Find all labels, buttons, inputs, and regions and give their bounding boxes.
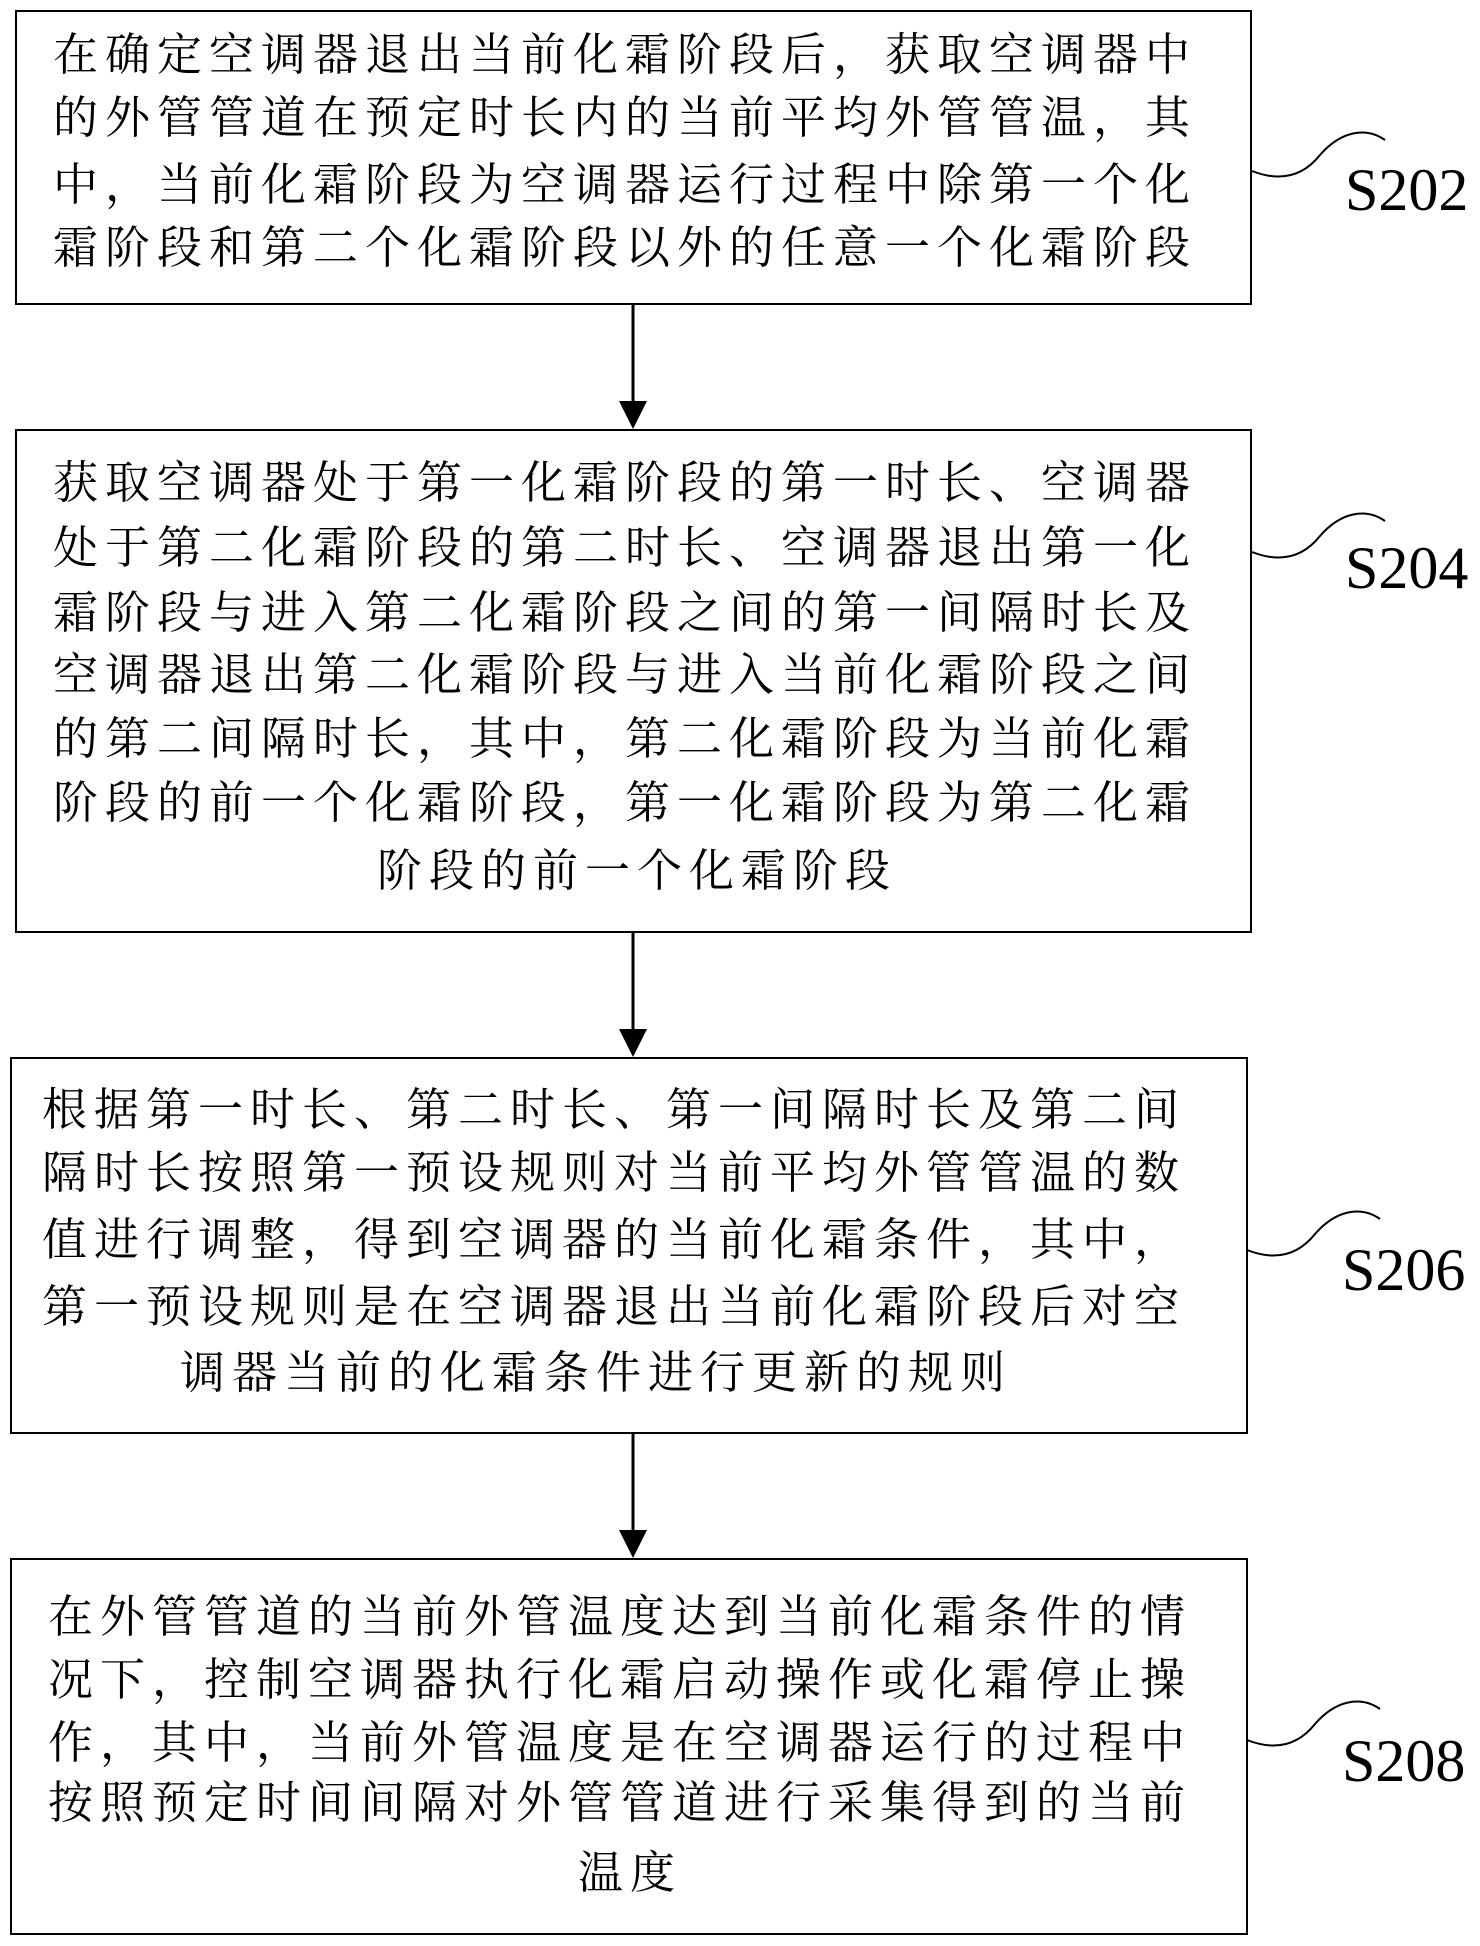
step-s202-line-4: 霜阶段和第二个化霜阶段以外的任意一个化霜阶段: [53, 221, 1198, 274]
step-s204-line-4: 空调器退出第二化霜阶段与进入当前化霜阶段之间: [53, 648, 1198, 701]
step-s204-line-2: 处于第二化霜阶段的第二时长、空调器退出第一化: [53, 521, 1198, 574]
step-s208-line-2: 况下，控制空调器执行化霜启动操作或化霜停止操: [48, 1653, 1193, 1706]
step-s206-line-3: 值进行调整，得到空调器的当前化霜条件，其中，: [42, 1213, 1187, 1266]
step-s204-line-6: 阶段的前一个化霜阶段，第一化霜阶段为第二化霜: [53, 776, 1198, 829]
step-s206-line-2: 隔时长按照第一预设规则对当前平均外管管温的数: [42, 1146, 1187, 1199]
step-s206-line-1: 根据第一时长、第二时长、第一间隔时长及第二间: [42, 1083, 1187, 1136]
step-s204-line-5: 的第二间隔时长，其中，第二化霜阶段为当前化霜: [53, 712, 1198, 765]
step-s202-line-1: 在确定空调器退出当前化霜阶段后，获取空调器中: [53, 28, 1198, 81]
step-label-s202: S202: [1345, 157, 1469, 223]
step-label-s206: S206: [1342, 1237, 1466, 1303]
arrow-s206-to-s208: [619, 1433, 647, 1558]
step-s202-line-2: 的外管管道在预定时长内的当前平均外管管温，其: [53, 91, 1198, 144]
step-s208-line-1: 在外管管道的当前外管温度达到当前化霜条件的情: [48, 1590, 1193, 1643]
step-label-s204: S204: [1345, 535, 1469, 601]
step-s206-line-5: 调器当前的化霜条件进行更新的规则: [180, 1346, 1013, 1399]
step-s202-line-3: 中，当前化霜阶段为空调器运行过程中除第一个化: [53, 158, 1198, 211]
arrow-s202-to-s204: [619, 304, 647, 429]
step-label-s208: S208: [1342, 1728, 1466, 1794]
step-s204-line-3: 霜阶段与进入第二化霜阶段之间的第一间隔时长及: [53, 586, 1198, 639]
step-s204-line-1: 获取空调器处于第一化霜阶段的第一时长、空调器: [53, 456, 1198, 509]
step-s206-line-4: 第一预设规则是在空调器退出当前化霜阶段后对空: [42, 1280, 1187, 1333]
step-s208-line-5: 温度: [578, 1846, 683, 1899]
step-s208-line-4: 按照预定时间间隔对外管管道进行采集得到的当前: [48, 1776, 1193, 1829]
step-s204-line-7: 阶段的前一个化霜阶段: [377, 844, 898, 897]
arrow-s204-to-s206: [619, 932, 647, 1057]
step-s208-line-3: 作，其中，当前外管温度是在空调器运行的过程中: [48, 1716, 1193, 1769]
